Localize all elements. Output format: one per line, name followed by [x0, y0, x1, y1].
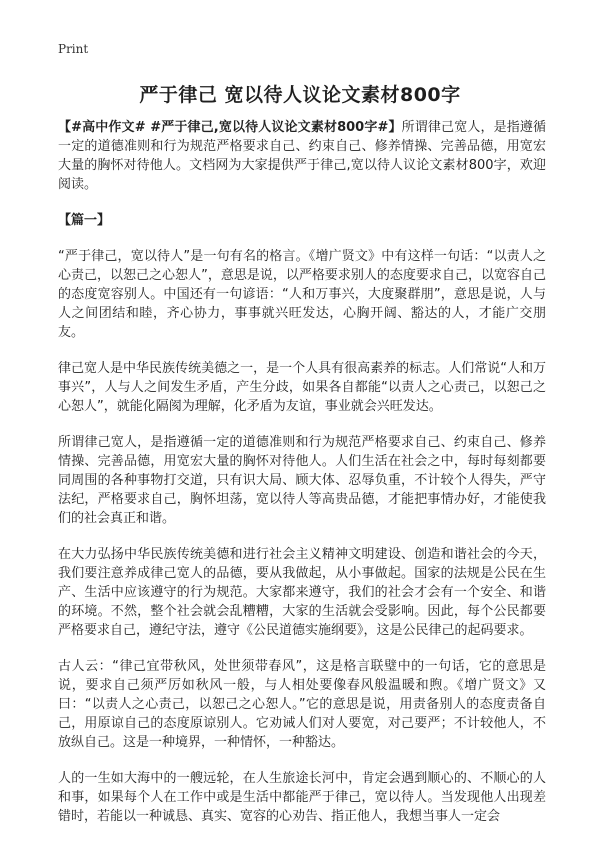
intro-tag: 【#高中作文# #严于律己,宽以待人议论文素材800字#】 [58, 120, 402, 135]
section-heading: 【篇一】 [58, 213, 111, 228]
paragraph-6: 人的一生如大海中的一艘远轮，在人生旅途长河中，肯定会遇到顺心的、不顺心的人和事，如果每个人在工作中或是生活中都能严于律己，宽以待人。当发现他人出现差错时，若能以一种诚恳、真实、宽容的心劝告、指正他人，我想当事人一定会 [58, 771, 546, 824]
paragraph-5: 古人云：“律己宜带秋风，处世须带春风”，这是格言联璧中的一句话，它的意思是说，要求自己须严厉如秋风一般，与人相处要像春风般温暖和煦。《增广贤文》又曰：“以责人之心责己，以恕己之心恕人。”它的意思是说，用责备别人的态度责备自己，用原谅自己的态度原谅别人。它劝诫人们对人要宽，对己要严；不计较他人，不放纵自己。这是一种境界，一种情怀，一种豁达。 [58, 659, 546, 750]
paragraph-3: 所谓律己宽人，是指遵循一定的道德准则和行为规范严格要求自己、约束自己、修养情操、完善品德，用宽宏大量的胸怀对待他人。人们生活在社会之中，每时每刻都要同周围的各种事物打交道，只有识大局、顾大体、忍辱负重，不计较个人得失，严守法纪，严格要求自己，胸怀坦荡，宽以待人等高贵品德，才能把事情办好，才能使我们的社会真正和谐。 [58, 435, 546, 526]
paragraph-1: “严于律己，宽以待人”是一句有名的格言。《增广贤文》中有这样一句话：“以责人之心责己，以恕己之心恕人”，意思是说，以严格要求别人的态度要求自己，以宽容自己的态度宽容别人。中国还有一句谚语：“人和万事兴，大度聚群朋”，意思是说，人与人之间团结和睦，齐心协力，事事就兴旺发达，心胸开阔、豁达的人，才能广交朋友。 [58, 249, 546, 340]
intro-text: 所谓律己宽人，是指遵循一定的道德准则和行为规范严格要求自己、约束自己、修养情操、完善品德，用宽宏大量的胸怀对待他人。文档网为大家提供严于律己,宽以待人议论文素材800字，欢迎阅读。 [58, 120, 546, 192]
paragraph-2: 律己宽人是中华民族传统美德之一，是一个人具有很高素养的标志。人们常说“人和万事兴”，人与人之间发生矛盾，产生分歧，如果各自都能“以责人之心责己，以恕己之心恕人”，就能化隔阂为理解，化矛盾为友谊，事业就会兴旺发达。 [58, 361, 546, 414]
paragraph-4: 在大力弘扬中华民族传统美德和进行社会主义精神文明建设、创造和谐社会的今天，我们要注意养成律己宽人的品德，要从我做起，从小事做起。国家的法规是公民在生产、生活中应该遵守的行为规范。大家都来遵守，我们的社会才会有一个安全、和谐的环境。不然，整个社会就会乱糟糟，大家的生活就会受影响。因此，每个公民都要严格要求自己，遵纪守法，遵守《公民道德实施纲要》，这是公民律己的起码要求。 [58, 547, 546, 638]
article-body [58, 118, 546, 843]
intro-paragraph [58, 118, 546, 194]
print-link[interactable]: Print [58, 42, 89, 56]
page-title: 严于律己 宽以待人议论文素材800字 [139, 84, 461, 106]
